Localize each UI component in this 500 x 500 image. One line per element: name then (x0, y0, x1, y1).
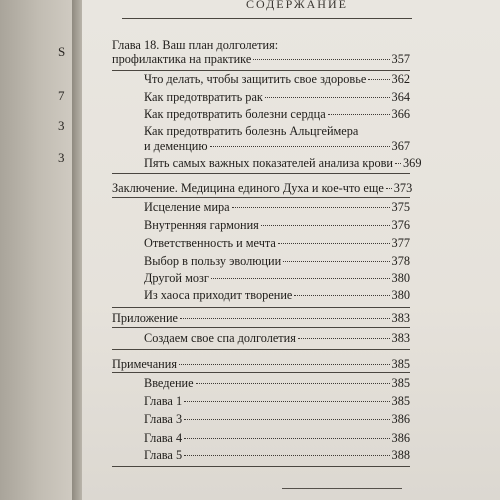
page-number: 378 (391, 254, 410, 268)
page-number: 380 (391, 288, 410, 302)
dot-leader (395, 163, 401, 164)
entry-title: Глава 3 (144, 412, 183, 426)
dot-leader (261, 225, 390, 226)
page-number: 383 (391, 311, 410, 325)
entry-title: Внутренняя гармония (144, 218, 259, 232)
entry-title: Создаем свое спа долголетия (144, 331, 296, 345)
entry-title: Исцеление мира (144, 200, 230, 214)
toc-subentry (144, 200, 410, 214)
toc-subentry (144, 376, 410, 390)
header-rule (122, 18, 412, 19)
toc-subentry (144, 394, 410, 408)
page-number: 385 (391, 357, 410, 371)
page-number: 386 (391, 431, 410, 445)
toc-subentry (144, 271, 410, 285)
entry-title: Ответственность и мечта (144, 236, 276, 250)
chapter-18-row (112, 52, 410, 66)
page-number: 377 (391, 236, 410, 250)
page-number: 383 (391, 331, 410, 345)
dot-leader (283, 261, 389, 262)
entry-title: Как предотвратить рак (144, 90, 263, 104)
toc-subentry (144, 139, 410, 153)
toc-subentry (144, 412, 410, 426)
entry-title: Пять самых важных показателей анализа крови (144, 156, 394, 170)
page-number: 366 (391, 107, 410, 121)
dot-leader (368, 79, 389, 80)
entry-title: Глава 4 (144, 431, 183, 445)
page-number: 388 (391, 448, 410, 462)
dot-leader (210, 146, 390, 147)
dot-leader (184, 419, 389, 420)
chapter-18-title: Глава 18. Ваш план долголетия: (112, 38, 279, 52)
dot-leader (180, 318, 390, 319)
entry-title: Как предотвратить болезни сердца (144, 107, 326, 121)
running-head: СОДЕРЖАНИЕ (246, 0, 348, 11)
dot-leader (211, 278, 390, 279)
page-number: 385 (391, 394, 410, 408)
section-rule (112, 327, 410, 328)
toc-subentry (144, 331, 410, 345)
dot-leader (253, 59, 389, 60)
dot-leader (196, 383, 390, 384)
facing-page-letter: 3 (58, 150, 65, 165)
entry-title: Выбор в пользу эволюции (144, 254, 282, 268)
section-rule (112, 349, 410, 350)
appendix-row (112, 311, 410, 325)
dot-leader (184, 401, 389, 402)
page-number: 373 (393, 181, 413, 195)
entry-title: Как предотвратить болезнь Альцгеймера (144, 124, 359, 138)
toc-subentry (144, 156, 422, 170)
section-rule (112, 197, 410, 198)
section-rule (112, 466, 410, 467)
page-number: 380 (391, 271, 410, 285)
toc-subentry (144, 448, 410, 462)
page-number: 369 (403, 156, 422, 170)
conclusion-title: Заключение. Медицина единого Духа и кое-что еще (112, 181, 384, 195)
toc-subentry (144, 254, 410, 268)
page-number: 367 (391, 139, 410, 153)
page-number: 362 (391, 72, 410, 86)
entry-title: Глава 5 (144, 448, 183, 462)
entry-title-continued: и деменцию (144, 139, 208, 153)
dot-leader (184, 455, 389, 456)
toc-subentry (144, 288, 410, 302)
notes-row (112, 357, 410, 371)
page-number: 385 (391, 376, 410, 390)
page-number: 386 (391, 412, 410, 426)
section-rule (112, 173, 410, 174)
entry-title: Из хаоса приходит творение (144, 288, 293, 302)
conclusion-row (112, 181, 413, 195)
facing-page-letter: 7 (58, 88, 65, 103)
section-rule (112, 372, 410, 373)
entry-title: Другой мозг (144, 271, 209, 285)
dot-leader (298, 338, 390, 339)
section-rule (112, 70, 410, 71)
dot-leader (278, 243, 390, 244)
page-number: 357 (391, 52, 410, 66)
book-gutter (72, 0, 82, 500)
notes-title: Примечания (112, 357, 178, 371)
entry-title: Глава 1 (144, 394, 183, 408)
page-number: 364 (391, 90, 410, 104)
entry-title: Что делать, чтобы защитить свое здоровье (144, 72, 367, 86)
dot-leader (386, 188, 392, 189)
dot-leader (328, 114, 390, 115)
dot-leader (294, 295, 389, 296)
toc-subentry (144, 236, 410, 250)
page-number: 376 (391, 218, 410, 232)
section-rule (112, 307, 410, 308)
dot-leader (179, 364, 390, 365)
dot-leader (265, 97, 390, 98)
facing-page-letter: S (58, 44, 66, 59)
entry-title: Введение (144, 376, 194, 390)
page-number: 375 (391, 200, 410, 214)
toc-subentry (144, 72, 410, 86)
dot-leader (184, 438, 389, 439)
toc-page (82, 0, 500, 500)
toc-subentry (144, 107, 410, 121)
dot-leader (232, 207, 390, 208)
toc-subentry (144, 218, 410, 232)
toc-subentry (144, 90, 410, 104)
appendix-title: Приложение (112, 311, 178, 325)
bottom-rule (282, 488, 402, 489)
toc-subentry (144, 431, 410, 445)
facing-page-letter: 3 (58, 118, 65, 133)
facing-page-edge (0, 0, 72, 500)
chapter-18-subtitle: профилактика на практике (112, 52, 252, 66)
